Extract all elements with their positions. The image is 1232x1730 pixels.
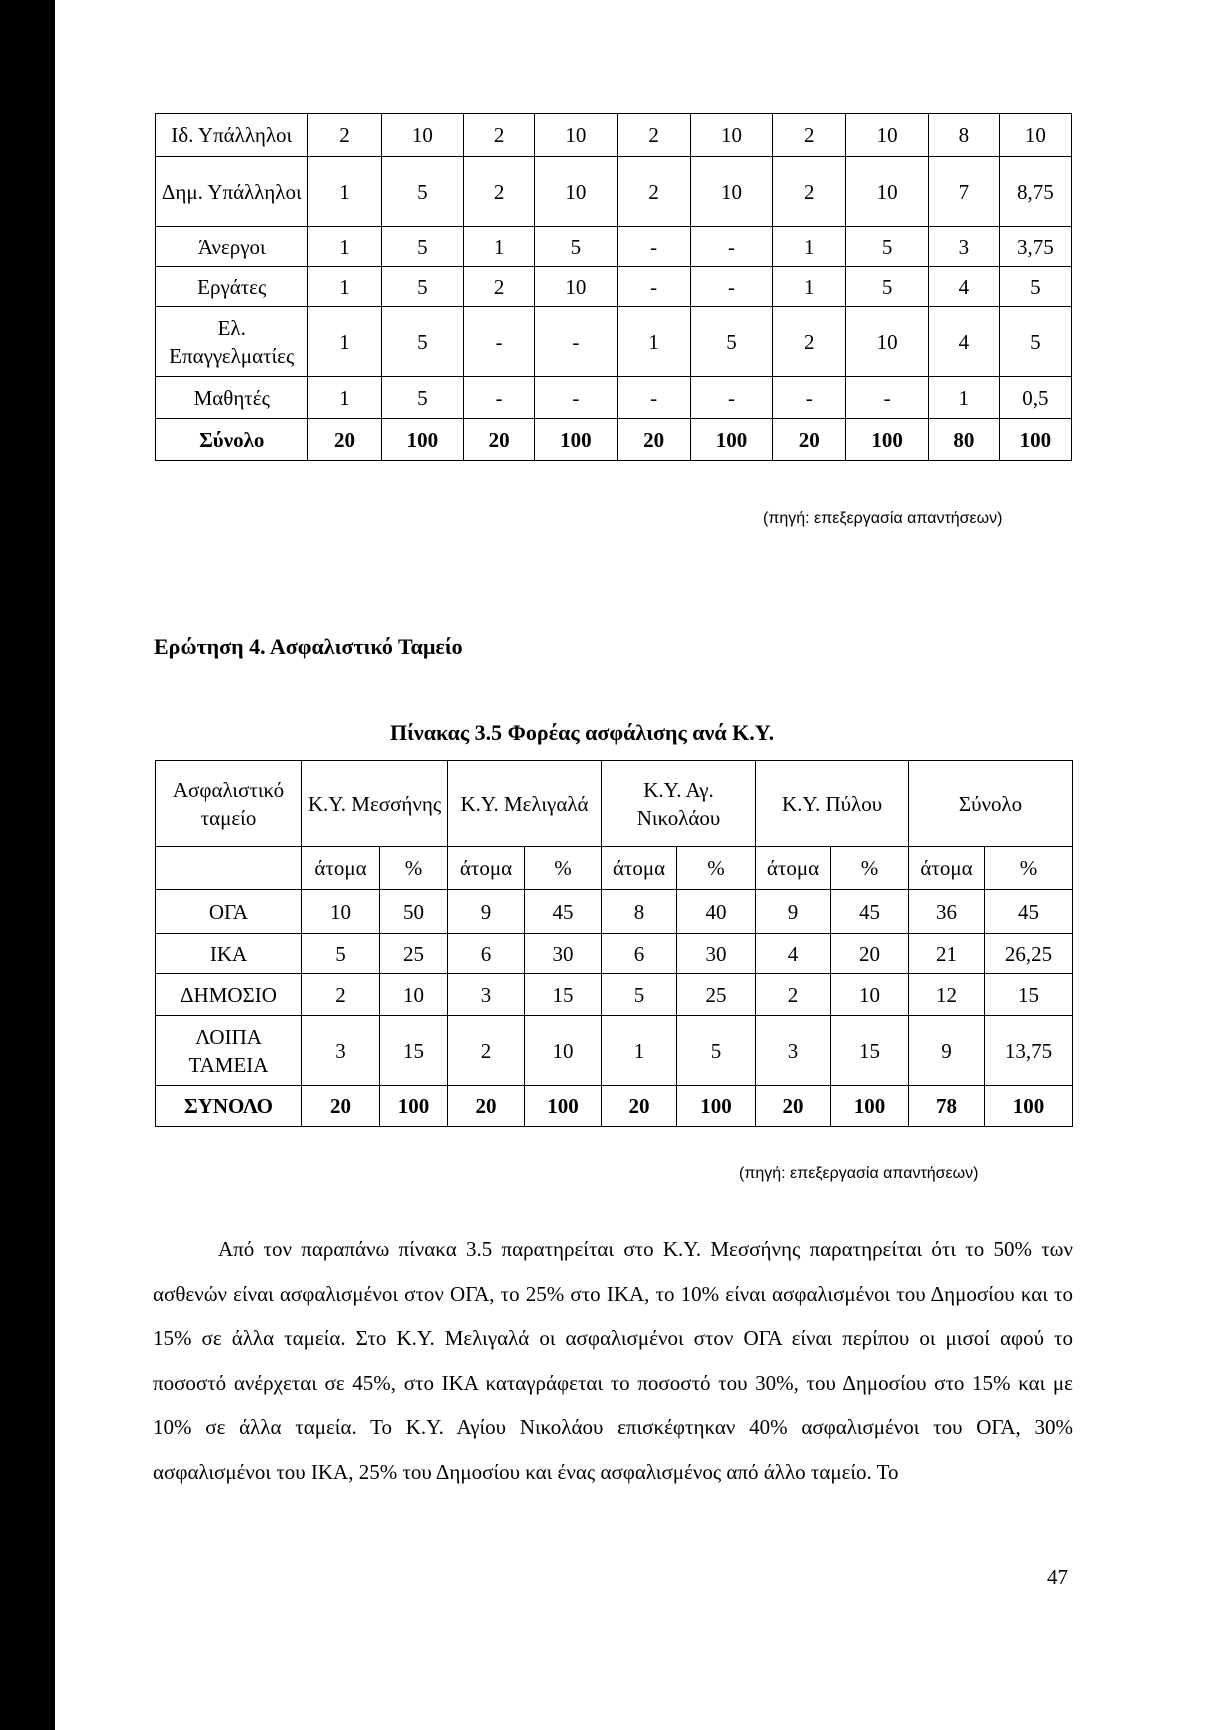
table-cell: 12 [909,974,985,1016]
table-cell: 20 [617,419,690,461]
table-row [156,890,1073,934]
table-cell: 2 [464,114,535,157]
table-cell: - [690,227,773,267]
row-label: Εργάτες [156,267,308,307]
table-cell: 3 [928,227,999,267]
table-cell: 20 [302,1086,380,1127]
table-cell: 2 [464,267,535,307]
table-cell: - [464,377,535,419]
table1-source: (πηγή: επεξεργασία απαντήσεων) [763,510,1003,527]
table-cell: 13,75 [985,1016,1073,1086]
insurance-table [155,760,1073,1127]
table-cell: 7 [928,157,999,227]
table-cell: 10 [846,114,929,157]
table-cell: 10 [690,157,773,227]
table-cell: 5 [381,267,464,307]
table-cell: 8 [602,890,677,934]
table-cell: 9 [756,890,831,934]
table-cell: 3,75 [999,227,1071,267]
table-cell: 2 [756,974,831,1016]
table-cell: 3 [302,1016,380,1086]
table-cell: 20 [756,1086,831,1127]
table-cell: 45 [831,890,909,934]
table-cell: 9 [448,890,525,934]
table-cell: 45 [525,890,602,934]
table-cell: 15 [831,1016,909,1086]
row-label: ΟΓΑ [156,890,302,934]
table-row [156,157,1072,227]
row-label: Ιδ. Υπάλληλοι [156,114,308,157]
table-cell: 1 [308,377,381,419]
table-cell: 78 [909,1086,985,1127]
table2-caption: Πίνακας 3.5 Φορέας ασφάλισης ανά Κ.Υ. [390,720,775,745]
table-cell: 5 [602,974,677,1016]
table-cell: 10 [525,1016,602,1086]
table-cell: - [690,267,773,307]
row-label: ΛΟΙΠΑ ΤΑΜΕΙΑ [156,1016,302,1086]
table-cell: 100 [846,419,929,461]
table-cell: 20 [464,419,535,461]
table-cell: 20 [831,934,909,974]
table-cell: 2 [464,157,535,227]
table-cell: 8 [928,114,999,157]
table-cell: 80 [928,419,999,461]
subheader-people: άτομα [909,847,985,890]
table-cell: - [846,377,929,419]
table-cell: 10 [380,974,448,1016]
table-cell: 5 [999,307,1071,377]
table-cell: 10 [381,114,464,157]
table-cell: 10 [690,114,773,157]
table-cell: 1 [308,307,381,377]
table-cell: 45 [985,890,1073,934]
page-number: 47 [1047,1565,1068,1589]
row-label: ΔΗΜΟΣΙΟ [156,974,302,1016]
table-row [156,307,1072,377]
table-cell: - [617,267,690,307]
table-cell: - [535,377,618,419]
table-cell: 10 [302,890,380,934]
table2-header-row [156,761,1073,847]
table-cell: - [690,377,773,419]
table-cell: 3 [756,1016,831,1086]
table-cell: 10 [535,114,618,157]
table-cell: 100 [999,419,1071,461]
table-cell: 26,25 [985,934,1073,974]
subheader-people: άτομα [602,847,677,890]
occupation-table [155,113,1072,461]
table-row [156,227,1072,267]
table-cell: 2 [617,157,690,227]
table-row [156,1016,1073,1086]
table-cell: 2 [617,114,690,157]
subheader-percent: % [677,847,756,890]
table-cell: 2 [773,114,846,157]
table-cell: - [617,227,690,267]
table-cell: 6 [602,934,677,974]
table-cell: 100 [381,419,464,461]
table-cell: 100 [677,1086,756,1127]
table-cell: 15 [985,974,1073,1016]
table-cell: 1 [617,307,690,377]
row-label: Ελ. Επαγγελματίες [156,307,308,377]
table-cell: 2 [773,157,846,227]
table-cell: 4 [928,267,999,307]
table-cell: 4 [928,307,999,377]
table-cell: 5 [999,267,1071,307]
table-cell: 10 [535,157,618,227]
table-cell: 100 [525,1086,602,1127]
row-label: Μαθητές [156,377,308,419]
table-cell: 2 [308,114,381,157]
subheader-people: άτομα [302,847,380,890]
row-label: ΣΥΝΟΛΟ [156,1086,302,1127]
subheader-people: άτομα [448,847,525,890]
table-row [156,974,1073,1016]
table-cell: 5 [677,1016,756,1086]
table-cell: 20 [308,419,381,461]
document-page [55,0,1232,1730]
paragraph-text: Από τον παραπάνω πίνακα 3.5 παρατηρείται στο Κ.Υ. Μεσσήνης παρατηρείται ότι το 50% των ασθενών είναι ασφαλισμένοι στον ΟΓΑ, το 25% στο ΙΚΑ, το 10% είναι ασφαλισμένοι του Δημοσίου και το 15% σε άλλα ταμεία. Στο Κ.Υ. Μελιγαλά οι ασφαλισμένοι στον ΟΓΑ είναι περίπου οι μισοί αφού το ποσοστό ανέρχεται σε 45%, στο ΙΚΑ καταγράφεται το ποσοστό του 30%, του Δημοσίου στο 15% και με 10% σε άλλα ταμεία. Το Κ.Υ. Αγίου Νικολάου επισκέφτηκαν 40% ασφαλισμένοι του ΟΓΑ, 30% ασφαλισμένοι του ΙΚΑ, 25% του Δημοσίου και ένας ασφαλισμένος από άλλο ταμείο. Το [153,1237,1073,1484]
table-cell: 10 [999,114,1071,157]
corner-header: Ασφαλιστικό ταμείο [156,761,302,847]
subheader-percent: % [985,847,1073,890]
table-cell: 21 [909,934,985,974]
row-label: Σύνολο [156,419,308,461]
blank-cell [156,847,302,890]
table-cell: 5 [381,227,464,267]
table-cell: 1 [928,377,999,419]
subheader-percent: % [380,847,448,890]
table-cell: 5 [690,307,773,377]
body-paragraph [153,1227,1073,1494]
table-cell: 5 [381,377,464,419]
table-cell: 1 [308,267,381,307]
table-cell: - [617,377,690,419]
table-cell: 30 [525,934,602,974]
section-heading: Ερώτηση 4. Ασφαλιστικό Ταμείο [154,634,463,659]
table-cell: 6 [448,934,525,974]
table-cell: - [464,307,535,377]
table-cell: 100 [690,419,773,461]
table-row [156,114,1072,157]
table-cell: 100 [535,419,618,461]
table-cell: 4 [756,934,831,974]
table-row [156,377,1072,419]
table-row [156,419,1072,461]
table-cell: 2 [448,1016,525,1086]
table2-source: (πηγή: επεξεργασία απαντήσεων) [739,1165,979,1182]
table-row [156,267,1072,307]
table-cell: 1 [602,1016,677,1086]
table-cell: 20 [448,1086,525,1127]
table-cell: 1 [773,227,846,267]
table-cell: - [535,307,618,377]
table-cell: 20 [602,1086,677,1127]
center-header: Κ.Υ. Αγ. Νικολάου [602,761,756,847]
center-header: Κ.Υ. Μελιγαλά [448,761,602,847]
table-cell: 3 [448,974,525,1016]
total-header: Σύνολο [909,761,1073,847]
row-label: Δημ. Υπάλληλοι [156,157,308,227]
table-cell: 30 [677,934,756,974]
table-cell: 50 [380,890,448,934]
table-cell: 20 [773,419,846,461]
table-cell: 5 [302,934,380,974]
center-header: Κ.Υ. Πύλου [756,761,909,847]
table-cell: 1 [464,227,535,267]
table-cell: 5 [846,227,929,267]
table-row [156,1086,1073,1127]
table-cell: 10 [846,307,929,377]
table-cell: 100 [380,1086,448,1127]
table-cell: 100 [985,1086,1073,1127]
table-cell: 5 [381,307,464,377]
table-cell: 40 [677,890,756,934]
table-cell: 36 [909,890,985,934]
center-header: Κ.Υ. Μεσσήνης [302,761,448,847]
table-cell: 2 [302,974,380,1016]
table-cell: 5 [381,157,464,227]
subheader-percent: % [525,847,602,890]
table-cell: - [773,377,846,419]
table-cell: 1 [308,227,381,267]
row-label: ΙΚΑ [156,934,302,974]
table-cell: 10 [831,974,909,1016]
table-cell: 8,75 [999,157,1071,227]
table-cell: 10 [846,157,929,227]
table-cell: 15 [525,974,602,1016]
table-cell: 1 [308,157,381,227]
subheader-percent: % [831,847,909,890]
table-cell: 1 [773,267,846,307]
table-cell: 15 [380,1016,448,1086]
table-cell: 25 [380,934,448,974]
table-row [156,934,1073,974]
table-cell: 5 [535,227,618,267]
table-cell: 5 [846,267,929,307]
subheader-people: άτομα [756,847,831,890]
table-cell: 25 [677,974,756,1016]
table-cell: 10 [535,267,618,307]
table-cell: 2 [773,307,846,377]
table-cell: 0,5 [999,377,1071,419]
table2-subheader-row [156,847,1073,890]
table-cell: 9 [909,1016,985,1086]
table-cell: 100 [831,1086,909,1127]
row-label: Άνεργοι [156,227,308,267]
